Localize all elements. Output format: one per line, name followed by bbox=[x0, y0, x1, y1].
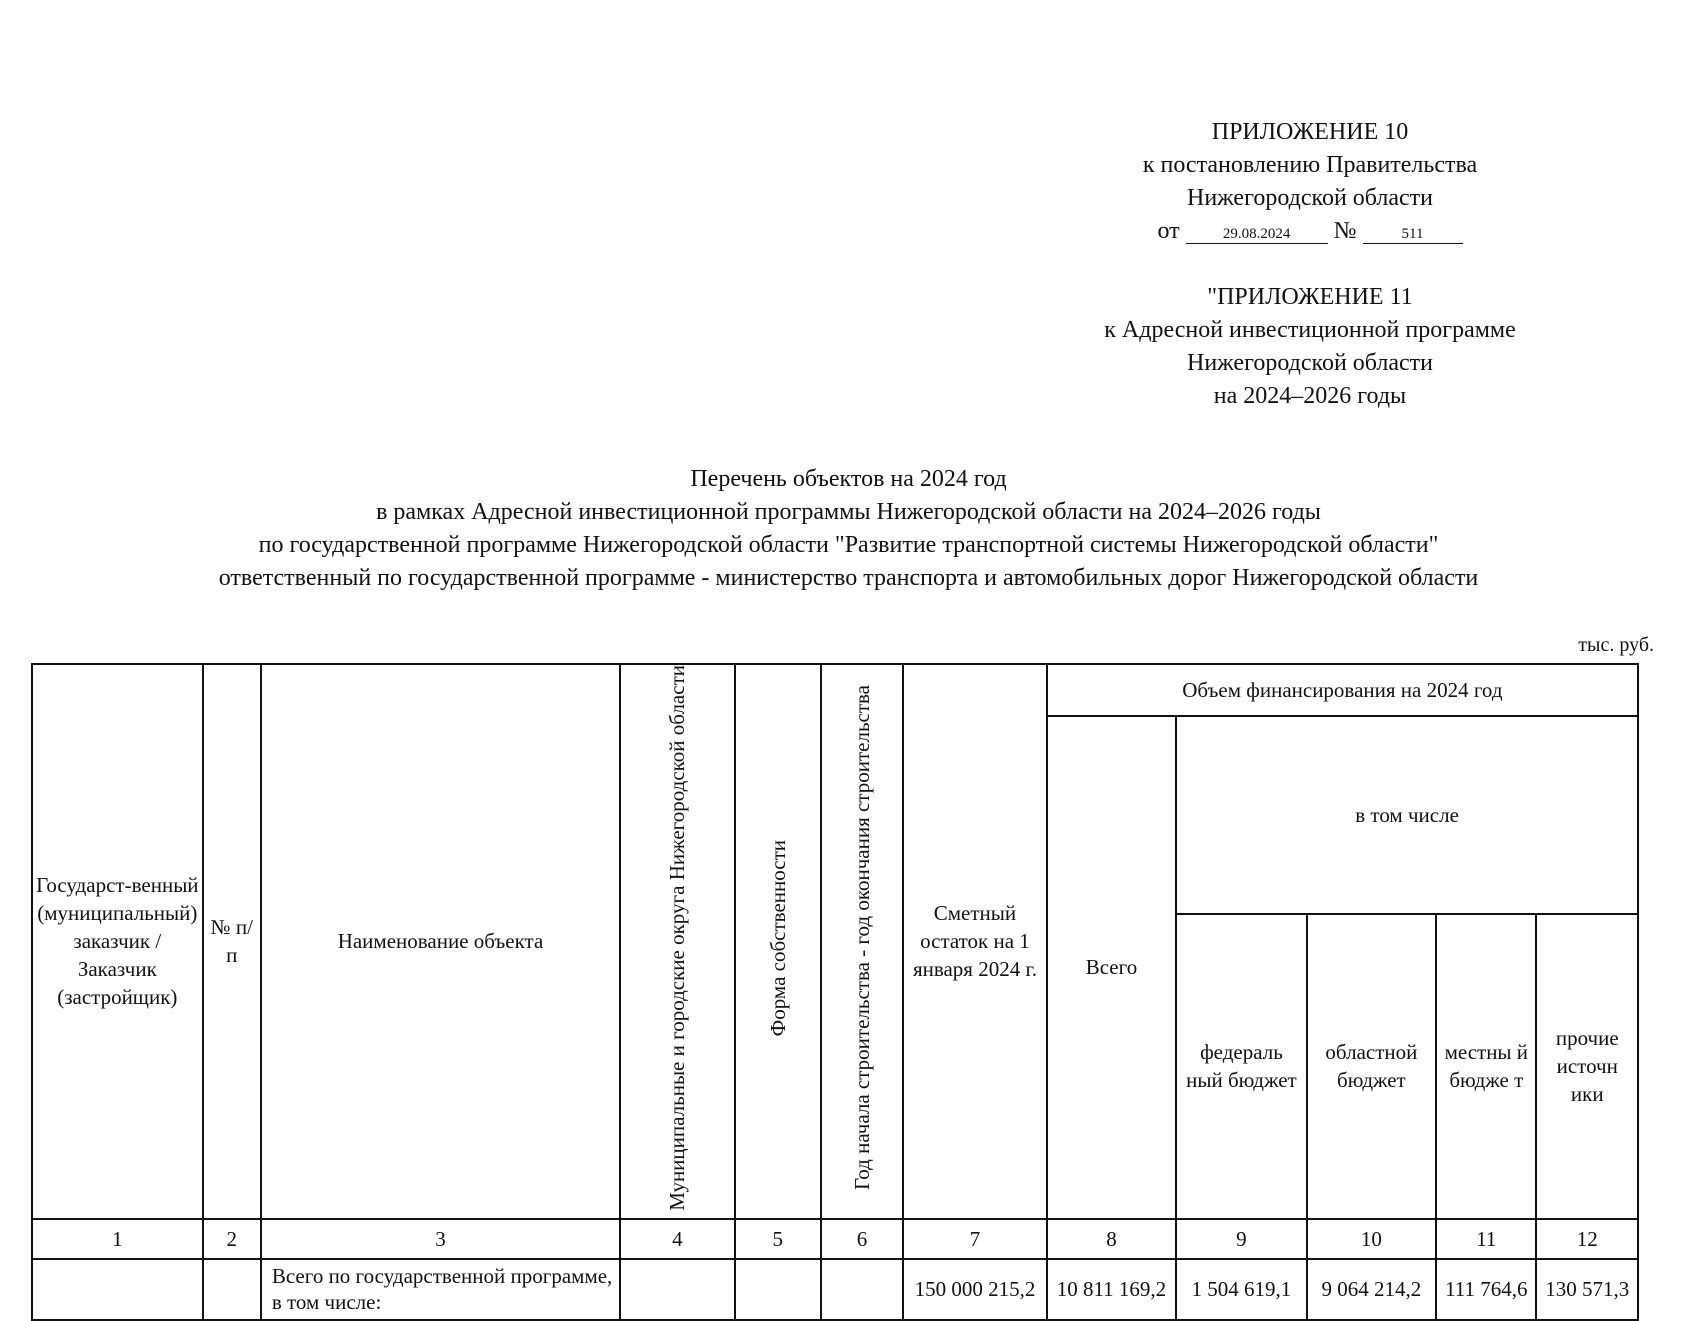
column-number: 1 bbox=[32, 1219, 203, 1259]
header-name: Наименование объекта bbox=[261, 664, 620, 1219]
total-federal: 1 504 619,1 bbox=[1176, 1259, 1306, 1320]
column-number: 7 bbox=[903, 1219, 1047, 1259]
total-local: 111 764,6 bbox=[1436, 1259, 1536, 1320]
resolution-date: 29.08.2024 bbox=[1186, 225, 1328, 244]
header-including: в том числе bbox=[1176, 716, 1638, 914]
appendix-10-block bbox=[1010, 116, 1610, 248]
total-ownership-cell bbox=[735, 1259, 821, 1320]
column-number: 11 bbox=[1436, 1219, 1536, 1259]
appendix-11-line2: Нижегородской области bbox=[1186, 350, 1434, 376]
header-num: № п/п bbox=[203, 664, 261, 1219]
header-federal: федераль ный бюджет bbox=[1176, 914, 1306, 1219]
from-label: от bbox=[1157, 218, 1180, 244]
column-number: 8 bbox=[1047, 1219, 1176, 1259]
appendix-10-line2: Нижегородской области bbox=[1186, 185, 1434, 211]
header-total: Всего bbox=[1047, 716, 1176, 1219]
total-funding: 10 811 169,2 bbox=[1047, 1259, 1176, 1320]
column-number: 12 bbox=[1536, 1219, 1638, 1259]
header-districts bbox=[620, 664, 734, 1219]
appendix-10-line1: к постановлению Правительства bbox=[1142, 152, 1478, 178]
column-numbers-row bbox=[32, 1219, 1638, 1259]
total-other: 130 571,3 bbox=[1536, 1259, 1638, 1320]
table-row-total bbox=[32, 1259, 1638, 1320]
column-number: 2 bbox=[203, 1219, 261, 1259]
column-number: 6 bbox=[821, 1219, 903, 1259]
heading-line4: ответственный по государственной программе - министерство транспорта и автомобильных дорог Нижегородской области bbox=[218, 565, 1479, 591]
total-label: Всего по государственной программе, в том числе: bbox=[261, 1259, 620, 1320]
header-districts-text: Муниципальные и городские округа Нижегородской области bbox=[665, 665, 690, 1211]
header-ownership-text: Форма собственности bbox=[765, 839, 790, 1037]
appendix-10-date-line bbox=[1010, 215, 1610, 248]
total-customer-cell bbox=[32, 1259, 203, 1320]
resolution-number: 511 bbox=[1363, 225, 1463, 244]
header-years-text: Год начала строительства - год окончания строительства bbox=[850, 685, 875, 1191]
header-local: местны й бюдже т bbox=[1436, 914, 1536, 1219]
column-number: 4 bbox=[620, 1219, 734, 1259]
heading-line1: Перечень объектов на 2024 год bbox=[690, 466, 1007, 492]
total-balance: 150 000 215,2 bbox=[903, 1259, 1047, 1320]
header-ownership bbox=[735, 664, 821, 1219]
heading-line3: по государственной программе Нижегородской области "Развитие транспортной системы Нижегородской области" bbox=[258, 532, 1439, 558]
appendix-11-title: "ПРИЛОЖЕНИЕ 11 bbox=[1207, 284, 1413, 310]
heading-line2: в рамках Адресной инвестиционной программы Нижегородской области на 2024–2026 годы bbox=[376, 499, 1321, 525]
column-number: 3 bbox=[261, 1219, 620, 1259]
total-districts-cell bbox=[620, 1259, 734, 1320]
appendix-10-title: ПРИЛОЖЕНИЕ 10 bbox=[1211, 119, 1409, 145]
document-heading bbox=[0, 463, 1697, 595]
header-balance: Сметный остаток на 1 января 2024 г. bbox=[903, 664, 1047, 1219]
total-num-cell bbox=[203, 1259, 261, 1320]
appendix-11-line1: к Адресной инвестиционной программе bbox=[1104, 317, 1516, 343]
column-number: 9 bbox=[1176, 1219, 1306, 1259]
number-label: № bbox=[1333, 218, 1357, 244]
appendix-11-line3: на 2024–2026 годы bbox=[1213, 383, 1407, 409]
header-regional: областной бюджет bbox=[1307, 914, 1436, 1219]
header-years bbox=[821, 664, 903, 1219]
objects-table bbox=[31, 663, 1639, 1321]
appendix-11-block bbox=[960, 281, 1660, 413]
units-label: тыс. руб. bbox=[1578, 634, 1654, 656]
total-regional: 9 064 214,2 bbox=[1307, 1259, 1436, 1320]
column-number: 5 bbox=[735, 1219, 821, 1259]
header-other: прочие источн ики bbox=[1536, 914, 1638, 1219]
column-number: 10 bbox=[1307, 1219, 1436, 1259]
total-years-cell bbox=[821, 1259, 903, 1320]
header-funding: Объем финансирования на 2024 год bbox=[1047, 664, 1638, 716]
header-customer: Государст-венный (муниципальный) заказчик / Заказчик (застройщик) bbox=[32, 664, 203, 1219]
